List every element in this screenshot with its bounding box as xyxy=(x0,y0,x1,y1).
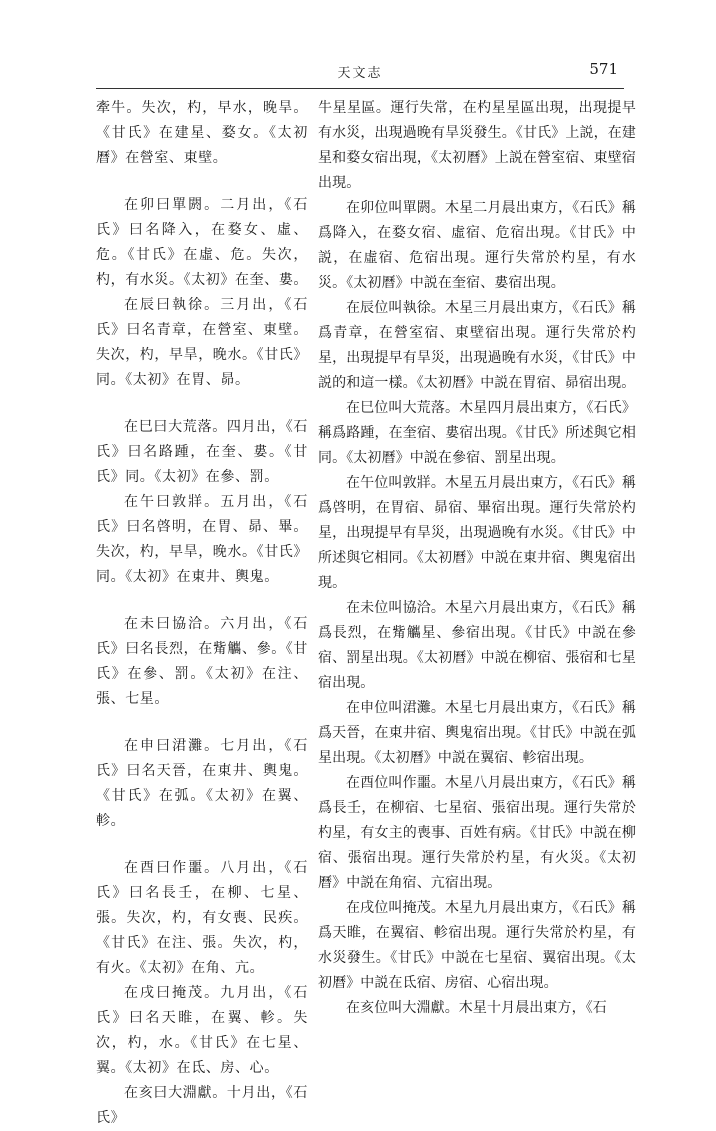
original-text-column xyxy=(96,96,308,1131)
original-paragraph: 在午曰敦牂。五月出，《石氏》曰名啓明，在胃、昴、畢。失次，杓，早旱，晚水。《甘氏》同。《太初》在東井、輿鬼。 xyxy=(96,494,308,585)
original-paragraph: 在未曰協洽。六月出，《石氏》曰名長烈，在觜觿、參。《甘氏》在參、罰。《太初》在注、張、七星。 xyxy=(96,616,308,707)
translation-paragraph: 在卯位叫單閼。木星二月晨出東方，《石氏》稱爲降入，在婺女宿、虛宿、危宿出現。《甘氏》中説，在虛宿、危宿出現。運行失常於杓星，有水災。《太初曆》中説在奎宿、婁宿出現。 xyxy=(318,200,636,291)
translation-paragraph: 在申位叫涒灘。木星七月晨出東方，《石氏》稱爲天晉，在東井宿、輿鬼宿出現。《甘氏》中説在弧星出現。《太初曆》中説在翼宿、軫宿出現。 xyxy=(318,700,636,766)
translation-paragraph: 在巳位叫大荒落。木星四月晨出東方，《石氏》稱爲路踵，在奎宿、婁宿出現。《甘氏》所述與它相同。《太初曆》中説在參宿、罰星出現。 xyxy=(318,400,636,466)
running-head: 天文志 xyxy=(337,66,383,81)
translation-paragraph: 在亥位叫大淵獻。木星十月晨出東方，《石 xyxy=(346,1000,607,1016)
translation-paragraph: 牛星星區。運行失常，在杓星星區出現，出現提早有水災，出現過晚有旱災發生。《甘氏》上説，在建星和婺女宿出現，《太初曆》上説在營室宿、東壁宿出現。 xyxy=(318,100,636,191)
original-paragraph: 在卯曰單閼。二月出，《石氏》曰名降入，在婺女、虛、危。《甘氏》在虛、危。失次，杓，有水災。《太初》在奎、婁。 xyxy=(96,197,308,288)
page-number: 571 xyxy=(589,60,618,78)
translation-paragraph: 在未位叫協洽。木星六月晨出東方，《石氏》稱爲長烈，在觜觿星、參宿出現。《甘氏》中説在參宿、罰星出現。《太初曆》中説在柳宿、張宿和七星宿出現。 xyxy=(318,600,636,691)
translation-paragraph: 在辰位叫執徐。木星三月晨出東方，《石氏》稱爲青章，在營室宿、東壁宿出現。運行失常於杓星，出現提早有旱災，出現過晚有水災，《甘氏》中説的和這一樣。《太初曆》中説在胃宿、昴宿出現。 xyxy=(318,300,636,391)
original-paragraph: 在辰曰執徐。三月出，《石氏》曰名青章，在營室、東壁。失次，杓，早旱，晚水。《甘氏》同。《太初》在胃、昴。 xyxy=(96,297,308,388)
translation-paragraph: 在戌位叫掩茂。木星九月晨出東方，《石氏》稱爲天睢，在翼宿、軫宿出現。運行失常於杓星，有水災發生。《甘氏》中説在七星宿、翼宿出現。《太初曆》中説在氐宿、房宿、心宿出現。 xyxy=(318,900,636,991)
page-header xyxy=(96,52,624,89)
translation-text-column xyxy=(318,96,636,1021)
original-paragraph: 在申曰涒灘。七月出，《石氏》曰名天晉，在東井、輿鬼。《甘氏》在弧。《太初》在翼、軫。 xyxy=(96,738,308,829)
original-paragraph: 在戌曰掩茂。九月出，《石氏》曰名天睢，在翼、軫。失次，杓，水。《甘氏》在七星、翼。《太初》在氐、房、心。 xyxy=(96,985,308,1076)
original-paragraph: 在酉曰作噩。八月出，《石氏》曰名長壬，在柳、七星、張。失次，杓，有女喪、民疾。《甘氏》在注、張。失次，杓，有火。《太初》在角、亢。 xyxy=(96,860,308,976)
original-paragraph: 在巳曰大荒落。四月出，《石氏》曰名路踵，在奎、婁。《甘氏》同。《太初》在參、罰。 xyxy=(96,419,308,485)
translation-paragraph: 在酉位叫作噩。木星八月晨出東方，《石氏》稱爲長壬，在柳宿、七星宿、張宿出現。運行失常於杓星，有女主的喪事、百姓有病。《甘氏》中説在柳宿、張宿出現。運行失常於杓星，有火災。《太初曆》中説在角宿、亢宿出現。 xyxy=(318,775,636,891)
translation-paragraph: 在午位叫敦牂。木星五月晨出東方，《石氏》稱爲啓明，在胃宿、昴宿、畢宿出現。運行失常於杓星，出現提早有旱災，出現過晚有水災。《甘氏》中所述與它相同。《太初曆》中説在東井宿、輿鬼宿出現。 xyxy=(318,475,636,591)
original-paragraph: 在亥曰大淵獻。十月出，《石氏》 xyxy=(96,1085,308,1126)
original-paragraph: 牽牛。失次，杓，早水，晚旱。《甘氏》在建星、婺女。《太初曆》在營室、東壁。 xyxy=(96,100,308,166)
